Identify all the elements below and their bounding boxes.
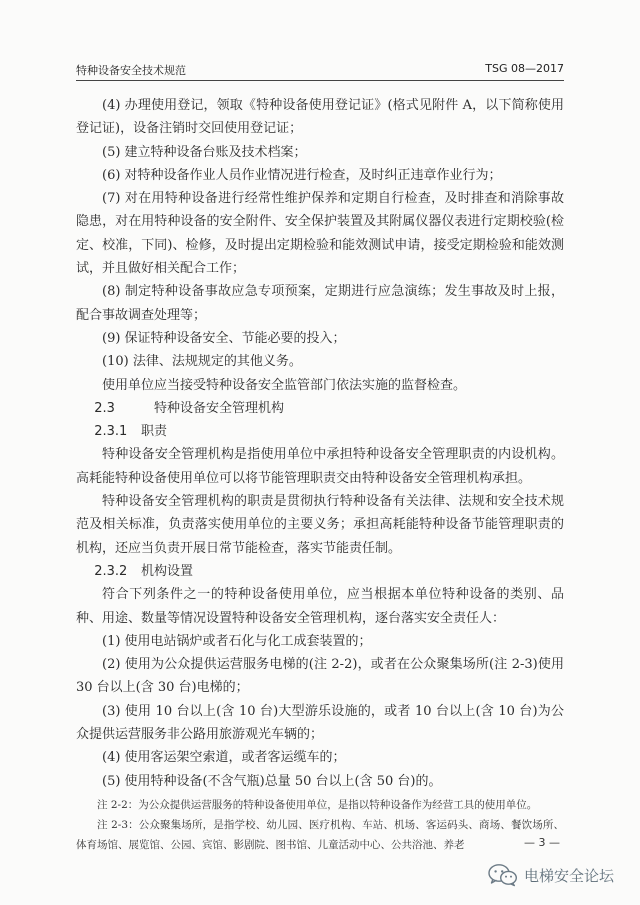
note-2-3: 注 2-3：公众聚集场所，是指学校、幼儿园、医疗机构、车站、机场、客运码头、商场、餐饮场所、体育场馆、展览馆、公园、宾馆、影剧院、图书馆、儿童活动中心、公共浴池、养老 xyxy=(76,818,564,851)
section-number: 2.3.2 xyxy=(94,563,128,579)
duty-item-5: (5) 建立特种设备台账及技术档案； xyxy=(102,144,307,160)
watermark xyxy=(488,862,614,888)
section-heading-2-3-2 xyxy=(76,560,564,583)
duty-item-7: (7) 对在用特种设备进行经常性维护保养和定期自行检查，及时排查和消除事故隐患，对在用特种设备的安全附件、安全保护装置及其附属仪器仪表进行定期校验(检定、校准，下同)、检修，及时提出定期检验和能效测试申请，接受定期检验和能效测试，并且做好相关配合工作； xyxy=(76,191,564,277)
setup-item-2: (2) 使用为公众提供运营服务电梯的(注 2-2)，或者在公众聚集场所(注 2-3)使用 30 台以上(含 30 台)电梯的； xyxy=(76,657,564,696)
supervision-paragraph: 使用单位应当接受特种设备安全监管部门依法实施的监督检查。 xyxy=(102,377,467,393)
page-number: — 3 — xyxy=(524,836,560,849)
section-heading-2-3-1 xyxy=(76,420,564,443)
duty-item-8: (8) 制定特种设备事故应急专项预案，定期进行应急演练；发生事故及时上报，配合事故调查处理等； xyxy=(76,284,564,323)
note-2-2: 注 2-2：为公众提供运营服务的特种设备使用单位，是指以特种设备作为经营工具的使用单位。 xyxy=(97,798,538,811)
section-title: 特种设备安全管理机构 xyxy=(153,400,284,416)
watermark-text: 电梯安全论坛 xyxy=(523,866,614,885)
header-title: 特种设备安全技术规范 xyxy=(76,64,186,77)
wechat-icon xyxy=(488,863,518,887)
setup-item-4: (4) 使用客运架空索道，或者客运缆车的； xyxy=(102,750,346,766)
setup-intro: 符合下列条件之一的特种设备使用单位，应当根据本单位特种设备的类别、品种、用途、数量等情况设置特种设备安全管理机构，逐台落实安全责任人： xyxy=(76,587,564,626)
setup-item-1: (1) 使用电站锅炉或者石化与化工成套装置的； xyxy=(102,633,372,649)
duty-item-10: (10) 法律、法规规定的其他义务。 xyxy=(102,354,302,370)
setup-item-5: (5) 使用特种设备(不含气瓶)总量 50 台以上(含 50 台)的。 xyxy=(102,773,442,789)
section-heading-2-3 xyxy=(76,397,564,420)
duty-item-9: (9) 保证特种设备安全、节能必要的投入； xyxy=(102,330,346,346)
section-number: 2.3.1 xyxy=(94,424,128,440)
duty-paragraph: 特种设备安全管理机构是指使用单位中承担特种设备安全管理职责的内设机构。高耗能特种设备使用单位可以将节能管理职责交由特种设备安全管理机构承担。 xyxy=(76,447,564,486)
notes-block xyxy=(76,795,564,855)
section-number: 2.3 xyxy=(94,400,115,416)
setup-item-3: (3) 使用 10 台以上(含 10 台)大型游乐设施的，或者 10 台以上(含 10 台)为公众提供运营服务非公路用旅游观光车辆的； xyxy=(76,703,564,743)
page-header xyxy=(76,58,564,81)
duty-item-6: (6) 对特种设备作业人员作业情况进行检查，及时纠正违章作业行为； xyxy=(102,167,502,183)
section-title: 职责 xyxy=(140,424,167,440)
duty-paragraph: 特种设备安全管理机构的职责是贯彻执行特种设备有关法律、法规和安全技术规范及相关标准，负责落实使用单位的主要义务；承担高耗能特种设备节能管理职责的机构，还应当负责开展日常节能检查，落实节能责任制。 xyxy=(76,494,564,556)
header-code: TSG 08—2017 xyxy=(485,62,564,75)
document-body xyxy=(76,94,564,855)
duty-item-4: (4) 办理使用登记，领取《特种设备使用登记证》(格式见附件 A，以下简称使用登记证)，设备注销时交回使用登记证； xyxy=(76,98,564,137)
section-title: 机构设置 xyxy=(140,563,193,579)
